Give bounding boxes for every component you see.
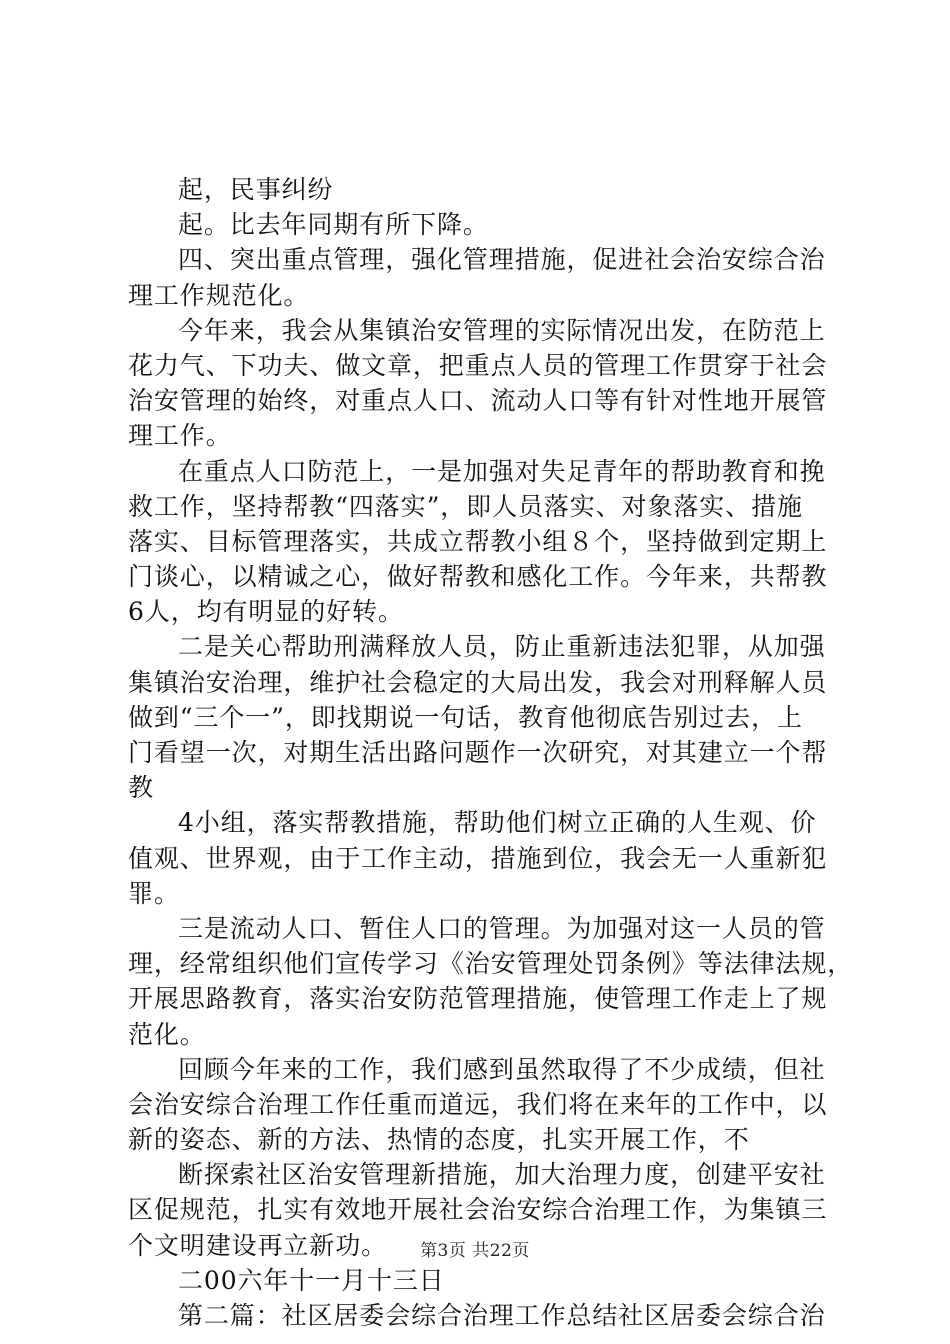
text-line: 新的姿态、新的方法、热情的态度，扎实开展工作，不 <box>128 1125 750 1155</box>
text-line: 二是关心帮助刑满释放人员，防止重新违法犯罪，从加强 <box>178 632 826 662</box>
text-line: 值观、世界观，由于工作主动，措施到位，我会无一人重新犯 <box>128 843 828 873</box>
body-text <box>128 172 854 1333</box>
text-line: 罪。 <box>128 878 180 908</box>
text-line: 开展思路教育，落实治安防范管理措施，使管理工作走上了规 <box>128 984 828 1014</box>
section-heading: 四、突出重点管理，强化管理措施，促进社会治安综合治 <box>178 245 826 275</box>
next-article-heading: 第二篇：社区居委会综合治理工作总结社区居委会综合治 <box>178 1301 826 1330</box>
text-line: 集镇治安治理，维护社会稳定的大局出发，我会对刑释解人员 <box>128 667 828 697</box>
text-line: 理工作。 <box>128 421 232 451</box>
text-line: 做到“三个一”，即找期说一句话，教育他彻底告别过去，上 <box>128 702 803 732</box>
page-number-footer: 第3页 共22页 <box>420 1241 530 1261</box>
text-line: 在重点人口防范上，一是加强对失足青年的帮助教育和挽 <box>178 456 826 486</box>
text-line: 落实、目标管理落实，共成立帮教小组８个，坚持做到定期上 <box>128 526 828 556</box>
text-line: 今年来，我会从集镇治安管理的实际情况出发，在防范上 <box>178 315 826 345</box>
text-line: 6人，均有明显的好转。 <box>128 597 404 627</box>
date-line: 二00六年十一月十三日 <box>178 1265 445 1295</box>
text-line: 治安管理的始终，对重点人口、流动人口等有针对性地开展管 <box>128 386 828 416</box>
text-line: 回顾今年来的工作，我们感到虽然取得了不少成绩，但社 <box>178 1054 826 1084</box>
text-line: 三是流动人口、暂住人口的管理。为加强对这一人员的管 <box>178 913 826 943</box>
text-line: 救工作，坚持帮教“四落实”，即人员落实、对象落实、措施 <box>128 491 803 521</box>
text-line: 花力气、下功夫、做文章，把重点人员的管理工作贯穿于社会 <box>128 350 828 380</box>
section-heading-cont: 理工作规范化。 <box>128 280 310 310</box>
text-line: 会治安综合治理工作任重而道远，我们将在来年的工作中，以 <box>128 1089 828 1119</box>
text-line: 断探索社区治安管理新措施，加大治理力度，创建平安社 <box>178 1160 826 1190</box>
text-line: 区促规范，扎实有效地开展社会治安综合治理工作，为集镇三 <box>128 1195 828 1225</box>
text-line: 门谈心，以精诚之心，做好帮教和感化工作。今年来，共帮教 <box>128 562 828 592</box>
text-line: 理，经常组织他们宣传学习《治安管理处罚条例》等法律法规， <box>128 949 854 979</box>
text-line: 范化。 <box>128 1019 206 1049</box>
text-line: 门看望一次，对期生活出路问题作一次研究，对其建立一个帮 <box>128 738 828 767</box>
text-line: 起，民事纠纷 <box>178 175 334 204</box>
text-line: 个文明建设再立新功。 <box>128 1230 388 1260</box>
text-line: 4小组，落实帮教措施，帮助他们树立正确的人生观、价 <box>178 808 817 838</box>
text-line: 起。比去年同期有所下降。 <box>178 210 489 240</box>
text-line: 教 <box>128 773 154 803</box>
